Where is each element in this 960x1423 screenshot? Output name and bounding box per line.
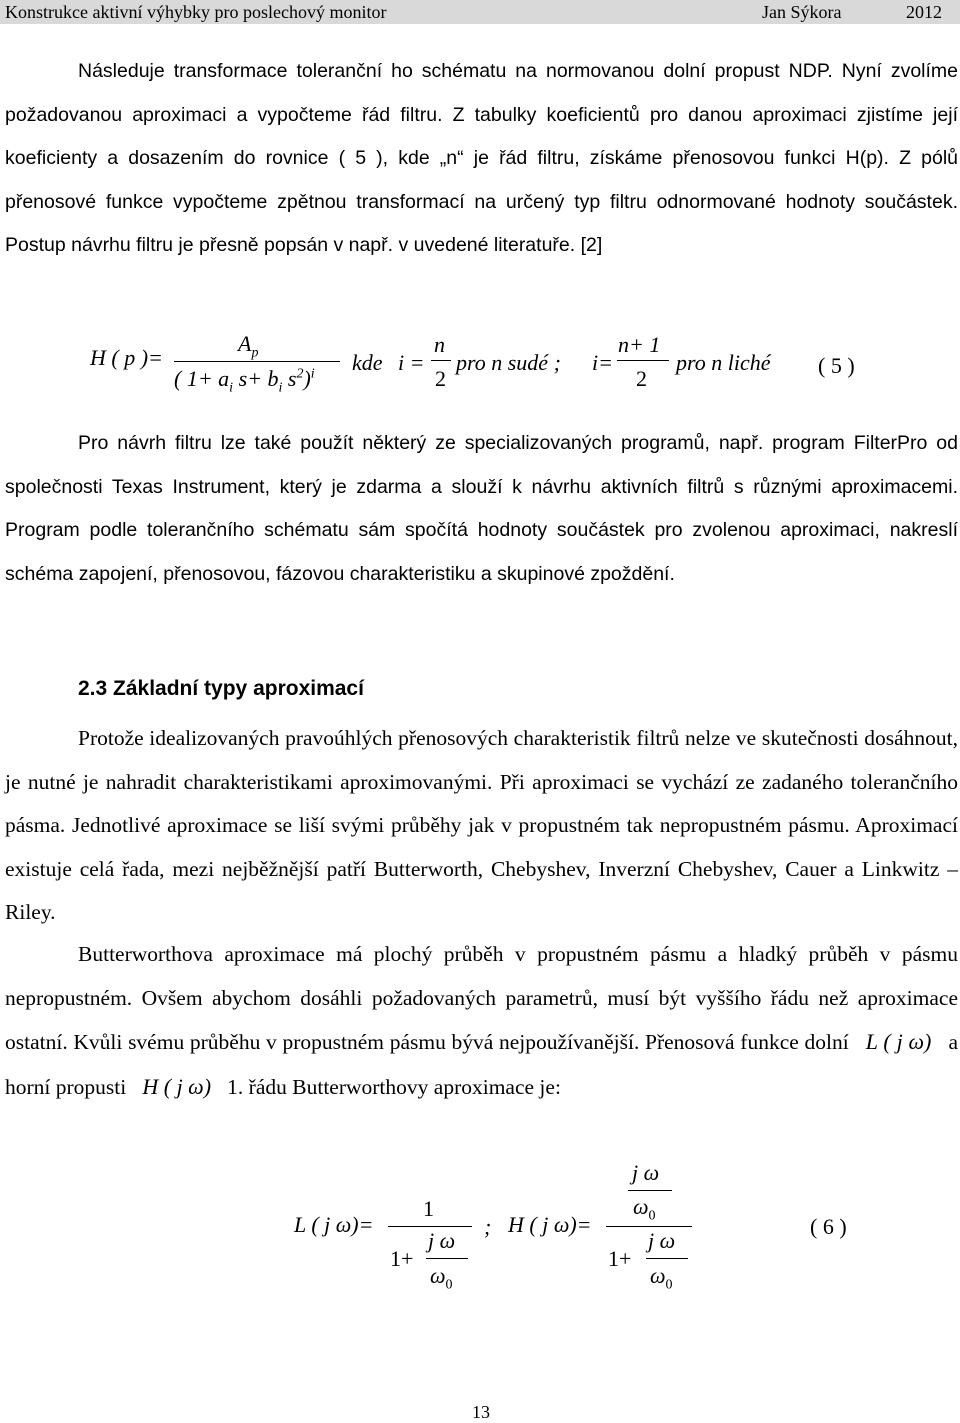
eq5-denominator: ( $1+ a_i$ $s+ b_i$ $s^2)^i$ [174, 366, 315, 396]
eq6-lowpass-1plus: 1+ [390, 1246, 414, 1271]
eq6-separator: ; [484, 1214, 492, 1239]
eq5-frac2-bar [617, 360, 669, 361]
eq6-number: ( 6 ) [810, 1214, 847, 1239]
eq6-highpass-num-bot: $\omega_0$ [633, 1194, 656, 1224]
eq5-frac2-num: n+ 1 [618, 332, 661, 357]
eq6-highpass-inner-num: j ω [648, 1228, 676, 1253]
paragraph-transformation-text: Následuje transformace toleranční ho schématu na normovanou dolní propust NDP. Nyní zvolíme požadovanou aproximaci a vypočteme řád filtru. Z tabulky koeficientů pro danou aproximaci zjistíme její koeficienty a dosazením do rovnice ( 5 ), kde „n“ je řád filtru, získáme přenosovou funkci H(p). Z pólů přenosové funkce vypočteme zpětnou transformací na určený typ filtru odnormované hodnoty součástek. Postup návrhu filtru je přesně popsán v např. v uvedené literatuře. [2] [5, 60, 958, 256]
paragraph-approximation-types [5, 717, 958, 935]
eq5-frac1-den: 2 [435, 366, 446, 391]
eq6-lowpass-inner-den: $\omega_0$ [430, 1263, 453, 1293]
eq5-frac2-den: 2 [636, 366, 647, 391]
eq5-number: ( 5 ) [818, 353, 855, 378]
eq5-numerator: $A_p$ [238, 331, 259, 361]
highpass-transfer-symbol: H ( j ω) [142, 1073, 212, 1099]
eq6-lowpass-num: 1 [423, 1196, 434, 1221]
eq5-kde: kde [352, 350, 383, 375]
eq5-frac1-bar [431, 360, 451, 361]
eq6-highpass-inner-bar [646, 1258, 688, 1259]
paragraph-filterpro [5, 422, 958, 596]
paragraph-approximation-types-text: Protože idealizovaných pravoúhlých přenosových charakteristik filtrů nelze ve skutečnosti dosáhnout, je nutné je nahradit charakteristikami aproximovanými. Při aproximaci se vychází ze zadaného tolerančního pásma. Jednotlivé aproximace se liší svými průběhy jak v propustném tak nepropustném pásmu. Aproximací existuje celá řada, mezi nejběžnější patří Butterworth, Chebyshev, Inverzní Chebyshev, Cauer a Linkwitz – Riley. [5, 726, 958, 924]
eq6-highpass-inner-den: $\omega_0$ [650, 1263, 673, 1293]
lowpass-transfer-symbol: L ( j ω) [865, 1029, 932, 1054]
paragraph-filterpro-text: Pro návrh filtru lze také použít některý ze specializovaných programů, např. program FilterPro od společnosti Texas Instrument, který je zdarma a slouží k návrhu aktivních filtrů s různými aproximacemi. Program podle tolerančního schématu sám spočítá hodnoty součástek pro zvolenou aproximaci, nakreslí schéma zapojení, přenosovou, fázovou charakteristiku a skupinové zpoždění. [5, 432, 958, 585]
eq6-lowpass-inner-num: j ω [428, 1228, 456, 1253]
header-year: 2012 [906, 2, 942, 22]
eq5-lhs: H ( p )= [90, 345, 163, 370]
eq6-highpass-1plus: 1+ [608, 1246, 632, 1271]
eq5-i-equals-2: i= [592, 350, 613, 375]
page-number: 13 [472, 1402, 490, 1422]
section-heading: 2.3 Základní typy aproximací [78, 677, 364, 700]
eq5-fraction-bar [174, 361, 340, 362]
eq5-i-equals-1: i = [398, 350, 425, 375]
eq5-frac1-num: n [434, 332, 445, 357]
eq5-odd-label: pro n liché [676, 350, 771, 375]
eq6-highpass-num-top: j ω [632, 1160, 660, 1185]
paragraph-transformation [5, 50, 958, 268]
running-header [0, 0, 960, 24]
paragraph-butterworth: Butterworthova aproximace má plochý průběh v propustném pásmu a hladký průběh v pásmu nepropustném. Ovšem abychom dosáhli požadovaných parametrů, musí být vyššího řádu než aproximace ostatní. Kvůli svému průběhu v propustném pásmu bývá nejpoužívanější. Přenosová funkce dolní L ( j ω) a horní propusti H ( j ω) 1. řádu Butterworthovy aproximace je: [5, 942, 959, 1099]
eq6-highpass-num-bar [628, 1190, 672, 1191]
header-title: Konstrukce aktivní výhybky pro poslechový monitor [5, 2, 387, 22]
eq5-even-label: pro n sudé ; [456, 350, 561, 375]
eq6-lowpass-lhs: L ( j ω)= [294, 1212, 374, 1237]
eq6-highpass-lhs: H ( j ω)= [508, 1212, 592, 1237]
header-author: Jan Sýkora [762, 2, 842, 22]
eq6-lowpass-inner-bar [426, 1258, 468, 1259]
